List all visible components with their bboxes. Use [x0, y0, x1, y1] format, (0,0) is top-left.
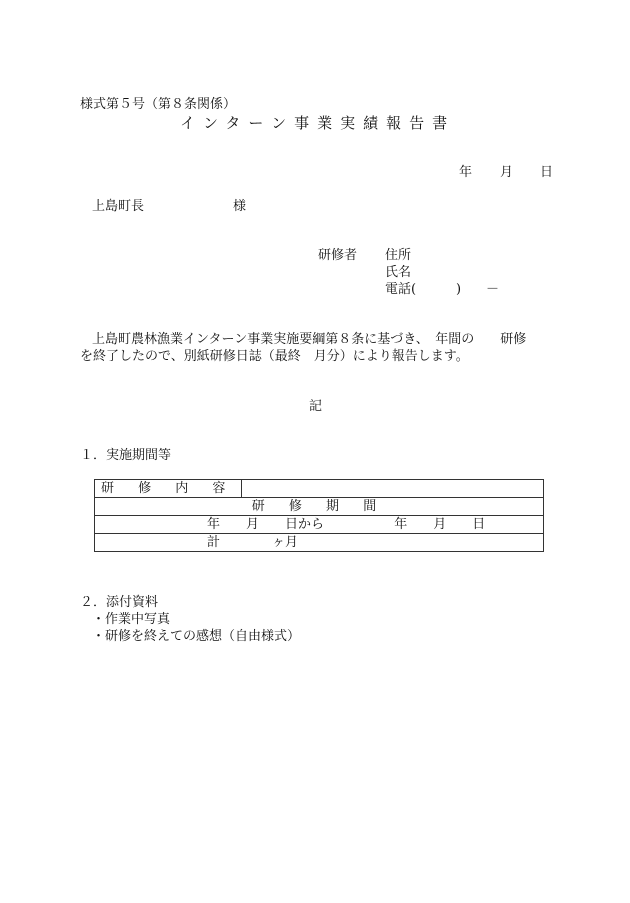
total-cell: [95, 534, 544, 552]
body-line-1: 上島町農林漁業インターン事業実施要綱第８条に基づき、 年間の 研修: [92, 332, 527, 347]
address-label: 住所: [385, 248, 412, 263]
period-table: [94, 479, 544, 552]
table-row: [95, 534, 544, 552]
addressee-name: 上島町長: [92, 199, 145, 214]
table-row: [95, 516, 544, 534]
document-title: インターン事業実績報告書: [180, 114, 456, 132]
content-label-cell: 研 修 内 容: [95, 480, 242, 498]
phone-label: 電話(: [385, 282, 417, 297]
table-row: [95, 480, 544, 498]
body-line-2: を終了したので、別紙研修日誌（最終 月分）により報告します。: [80, 349, 469, 364]
section2-heading: ２．添付資料: [80, 595, 159, 610]
date-year: 年: [459, 165, 473, 180]
section1-heading: １．実施期間等: [80, 448, 172, 463]
phone-dash: －: [486, 282, 500, 297]
period-dates-cell: [95, 516, 544, 534]
attachment-item: ・研修を終えての感想（自由様式）: [92, 629, 301, 644]
trainee-label: 研修者: [318, 248, 358, 263]
attachment-item: ・作業中写真: [92, 612, 171, 627]
date-month: 月: [500, 165, 514, 180]
addressee-honorific: 様: [233, 199, 247, 214]
period-to: 年 月 日: [394, 517, 486, 532]
table-row: [95, 498, 544, 516]
period-label-cell: 研 修 期 間: [95, 498, 544, 516]
ki-heading: 記: [309, 399, 323, 414]
content-value-cell: [242, 480, 544, 498]
total-months: 計 ヶ月: [207, 535, 299, 550]
name-label: 氏名: [385, 265, 412, 280]
form-number: 様式第５号（第８条関係）: [80, 97, 237, 112]
phone-close-paren: ): [456, 282, 462, 297]
period-from: 年 月 日から: [207, 517, 325, 532]
date-day: 日: [540, 165, 554, 180]
